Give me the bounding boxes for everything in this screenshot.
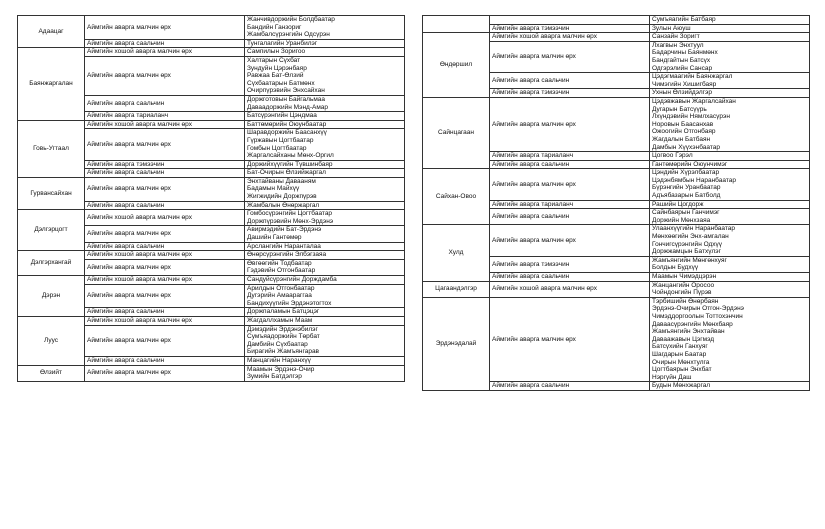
region-cell: Луус <box>18 316 85 365</box>
region-cell: Дэлгэрхангай <box>18 251 85 276</box>
recipient-name: Арслангийн Наранталаа <box>247 242 321 250</box>
award-category-cell: Аймгийн аварга саальчин <box>85 39 245 48</box>
award-category-cell: Аймгийн аварга малчин өрх <box>85 56 245 95</box>
table-row <box>18 210 405 226</box>
award-category-cell: Аймгийн аварга саальчин <box>85 242 245 251</box>
table-row <box>18 120 405 129</box>
award-category-cell: Аймгийн аварга тариаланч <box>490 152 650 161</box>
recipient-name: Маамын Чимэдцэрэн <box>652 273 717 280</box>
region-cell: Цагаандэлгэр <box>423 281 490 297</box>
award-category-cell: Аймгийн хошой аварга малчин өрх <box>85 120 245 129</box>
table-row <box>18 276 405 285</box>
award-category-cell: Аймгийн аварга саальчин <box>85 308 245 317</box>
award-category-cell: Аймгийн аварга малчин өрх <box>85 284 245 308</box>
award-category-cell: Аймгийн аварга малчин өрх <box>490 169 650 200</box>
recipient-name: Равжаа Бат-Өлзий <box>247 72 304 80</box>
award-category-cell: Аймгийн хошой аварга малчин өрх <box>85 251 245 260</box>
award-category-cell: Аймгийн аварга малчин өрх <box>85 226 245 242</box>
recipient-name: Жанцангийн Оросоо <box>652 281 715 289</box>
award-category-cell: Аймгийн аварга малчин өрх <box>85 177 245 201</box>
region-cell: Эрдэнэдалай <box>423 297 490 390</box>
recipients-cell <box>245 177 405 201</box>
recipient-name: Бирагийн Жамъянгарав <box>247 348 320 356</box>
recipient-name: Шагдарын Баатар <box>652 350 707 358</box>
recipients-cell <box>245 365 405 381</box>
awards-table-right <box>422 15 810 391</box>
region-cell: Өлзийт <box>18 365 85 381</box>
recipient-name: Шаравдоржийн Баасанхүү <box>247 129 327 137</box>
recipients-cell <box>650 16 810 25</box>
award-category-cell: Аймгийн аварга саальчин <box>490 273 650 282</box>
region-cell: Адаацаг <box>18 16 85 48</box>
award-category-cell: Аймгийн аварга тэмээчин <box>490 24 650 33</box>
recipient-name: Жигжидийн Доржпүрэв <box>247 193 317 201</box>
recipient-name: Очирын Мөнхтулга <box>652 358 710 366</box>
recipient-name: Тэрбишийн Өнөрбаян <box>652 297 719 305</box>
recipients-cell <box>245 210 405 226</box>
region-cell: Өндөршил <box>423 33 490 98</box>
recipient-name: Гончигсүрэнгийн Одхүү <box>652 240 723 248</box>
table-row <box>423 97 810 151</box>
recipients-cell <box>245 56 405 95</box>
recipient-name: Сайнбаярын Ганчимэг <box>652 209 720 217</box>
table-row <box>18 316 405 325</box>
recipients-cell <box>245 129 405 160</box>
award-category-cell: Аймгийн аварга саальчин <box>85 201 245 210</box>
award-category-cell: Аймгийн аварга малчин өрх <box>85 129 245 160</box>
recipient-name: Гүржавын Цогтбаатар <box>247 136 314 144</box>
recipient-name: Сумъяагийн Батбаяр <box>652 16 716 23</box>
award-category-cell: Аймгийн аварга тариаланч <box>85 112 245 121</box>
recipient-name: Чимэддоргоолын Тоттохэнчин <box>652 312 743 320</box>
recipients-cell <box>650 41 810 72</box>
recipient-name: Чимэгийн Хишигбаяр <box>652 80 717 88</box>
recipient-name: Дугэрийн Амаараггаа <box>247 292 312 300</box>
recipient-name: Одгэрэлийн Сансар <box>652 64 713 72</box>
recipient-name: Жамъянгийн Энхтайван <box>652 328 725 336</box>
recipient-name: Дашийн Гантөмөр <box>247 234 302 242</box>
recipient-name: Сумъяадоржийн Төрбат <box>247 333 320 341</box>
recipients-cell <box>650 160 810 169</box>
recipient-name: Улаанхүүгийн Наранбаатар <box>652 225 736 233</box>
table-row <box>423 33 810 42</box>
recipients-cell <box>245 259 405 275</box>
award-category-cell: Аймгийн аварга саальчин <box>85 356 245 365</box>
recipient-name: Сандуйсүрэнгийн Дорждамба <box>247 276 337 283</box>
recipient-name: Рашийн Цогдорж <box>652 200 704 208</box>
recipient-name: Авирмэдийн Бат-Эрдэнэ <box>247 226 322 234</box>
recipients-cell <box>650 273 810 282</box>
recipient-name: Норовын Баасанхав <box>652 120 714 128</box>
recipient-name: Зумийн Батдэлгэр <box>247 373 302 381</box>
recipient-name: Доржжамцын Батхүлэг <box>652 248 721 256</box>
recipient-name: Цэдэгмаагийн Баянжаргал <box>652 73 733 81</box>
recipients-cell <box>245 242 405 251</box>
recipients-cell <box>650 89 810 98</box>
recipient-name: Жанчивдоржийн Болдбаатар <box>247 16 335 23</box>
awards-table-left <box>17 15 405 382</box>
recipients-cell <box>650 281 810 297</box>
recipient-name: Жагдалын Батбаян <box>652 135 711 143</box>
recipients-cell <box>650 169 810 200</box>
recipients-cell <box>650 33 810 42</box>
recipient-name: Будын Мөнхжаргал <box>652 382 711 390</box>
award-category-cell: Аймгийн аварга малчин өрх <box>85 16 245 40</box>
region-cell: Хулд <box>423 225 490 281</box>
recipient-name: Баттөмөрийн Оюунбаатар <box>247 120 327 128</box>
table-row <box>18 251 405 260</box>
recipients-cell <box>245 95 405 111</box>
recipient-name: Доржийхүүгийн Түвшинбаяр <box>247 160 333 168</box>
recipient-name: Даваадоржийн Мэнд-Амар <box>247 103 329 111</box>
recipients-cell <box>245 308 405 317</box>
award-category-cell: Аймгийн аварга малчин өрх <box>490 297 650 382</box>
recipients-cell <box>245 48 405 57</box>
recipient-name: Бүрэнгийн Уранбаатар <box>652 184 721 192</box>
award-category-cell: Аймгийн аварга малчин өрх <box>85 365 245 381</box>
recipient-name: Цэндийн Хүрэлбаатар <box>652 169 720 177</box>
table-row <box>18 177 405 201</box>
recipient-name: Очирпүрэвийн Энхсайхан <box>247 87 325 95</box>
recipient-name: Лхүндэвийн Нямлхасүрэн <box>652 113 730 121</box>
award-category-cell: Аймгийн аварга малчин өрх <box>490 97 650 151</box>
recipient-name: Гэдэвийн Отгонбаатар <box>247 267 316 275</box>
recipient-name: Жаргалсайханы Мөнх-Оргил <box>247 152 334 160</box>
recipient-name: Арилдын Отгонбаатар <box>247 284 315 292</box>
recipient-name: Нэргүйн Даш <box>652 373 692 381</box>
recipient-name: Бандгайтын Батсүх <box>652 56 711 64</box>
recipients-cell <box>650 73 810 89</box>
recipient-name: Зундуйн Цэрэнбаяр <box>247 64 307 72</box>
recipient-name: Болдын Будхүү <box>652 264 699 272</box>
recipients-cell <box>245 201 405 210</box>
table-row <box>423 297 810 382</box>
recipients-cell <box>245 251 405 260</box>
recipient-name: Адъябазарын Батболд <box>652 192 721 200</box>
recipient-name: Бандийн Ганзориг <box>247 23 302 31</box>
award-category-cell: Аймгийн аварга малчин өрх <box>85 259 245 275</box>
recipient-name: Энхтайваны Давааням <box>247 177 316 185</box>
recipient-name: Жагдаллхамын Маам <box>247 316 313 324</box>
award-category-cell: Аймгийн аварга саальчин <box>85 169 245 178</box>
recipient-name: Жамбалын Өнөржаргал <box>247 201 320 209</box>
award-category-cell: Аймгийн хошой аварга малчин өрх <box>85 316 245 325</box>
award-category-cell: Аймгийн хошой аварга малчин өрх <box>490 281 650 297</box>
region-cell: Сайнцагаан <box>423 97 490 168</box>
table-row <box>423 169 810 200</box>
recipients-cell <box>650 152 810 161</box>
recipient-name: Сампилын Зоригоо <box>247 48 306 56</box>
award-category-cell: Аймгийн хошой аварга малчин өрх <box>85 210 245 226</box>
recipients-cell <box>245 39 405 48</box>
recipients-cell <box>245 325 405 356</box>
region-cell: Баянжаргалан <box>18 48 85 120</box>
recipient-name: Санзайн Зоригт <box>652 33 700 41</box>
award-category-cell <box>490 16 650 25</box>
recipients-cell <box>245 284 405 308</box>
award-category-cell: Аймгийн аварга малчин өрх <box>490 225 650 256</box>
recipient-name: Цэдэвжавын Жаргалсайхан <box>652 97 736 105</box>
recipient-name: Мөнхөөгийн Энх-амгалан <box>652 233 729 241</box>
recipient-name: Гантөмөрийн Оюунчимэг <box>652 160 728 168</box>
region-cell: Сайхан-Овоо <box>423 169 490 225</box>
recipient-name: Өнөрсүрэнгийн Элбэгзаяа <box>247 251 327 259</box>
recipient-name: Өвгөөгийн Тодбаатар <box>247 259 312 267</box>
recipient-name: Маамын Эрдэнэ-Очир <box>247 365 315 373</box>
award-category-cell: Аймгийн аварга саальчин <box>85 95 245 111</box>
table-row <box>423 16 810 25</box>
recipients-cell <box>650 209 810 225</box>
recipients-cell <box>650 24 810 33</box>
award-category-cell: Аймгийн хошой аварга малчин өрх <box>85 276 245 285</box>
award-category-cell: Аймгийн аварга тэмээчин <box>85 160 245 169</box>
recipients-cell <box>245 226 405 242</box>
recipient-name: Гомбын Цогтбаатар <box>247 144 307 152</box>
region-cell: Говь-Угтаал <box>18 120 85 177</box>
recipient-name: Ожоогийн Отгонбаяр <box>652 128 716 136</box>
recipients-cell <box>245 356 405 365</box>
award-category-cell: Аймгийн аварга тариаланч <box>490 200 650 209</box>
recipients-cell <box>650 382 810 391</box>
recipients-cell <box>245 112 405 121</box>
region-cell <box>423 16 490 33</box>
recipient-name: Чойндонгийн Пүрэв <box>652 289 712 297</box>
recipient-name: Зулын Аюуш <box>652 24 691 32</box>
recipient-name: Дэмэдийн Эрдэнэбилэг <box>247 325 318 333</box>
award-category-cell: Аймгийн аварга саальчин <box>490 209 650 225</box>
recipient-name: Бат-Очирын Өлзийжаргал <box>247 169 326 177</box>
awards-table-right-body <box>423 16 810 391</box>
recipients-cell <box>245 169 405 178</box>
region-cell: Дэлгэрцогт <box>18 210 85 251</box>
table-row <box>18 16 405 40</box>
recipient-name: Халтарын Сүхбат <box>247 56 301 64</box>
recipient-name: Цэдэнбямбын Наранбаатар <box>652 176 736 184</box>
award-category-cell: Аймгийн аварга тэмээчин <box>490 256 650 272</box>
award-category-cell: Аймгийн хошой аварга малчин өрх <box>85 48 245 57</box>
region-cell: Гурвансайхан <box>18 177 85 209</box>
recipients-cell <box>245 120 405 129</box>
recipients-cell <box>650 256 810 272</box>
recipients-cell <box>650 97 810 151</box>
recipient-name: Дугарын Батсүүрь <box>652 105 707 113</box>
recipient-name: Батсүрэнгийн Цэндмаа <box>247 112 317 120</box>
recipient-name: Доржпүрэвийн Мөнх-Эрдэнэ <box>247 217 334 225</box>
award-category-cell: Аймгийн аварга малчин өрх <box>490 41 650 72</box>
table-row <box>18 48 405 57</box>
recipient-name: Батсүхийн Ганхуяг <box>652 343 708 351</box>
table-row <box>423 281 810 297</box>
recipient-name: Тунгалагийн Уранбилэг <box>247 39 318 47</box>
recipients-cell <box>650 200 810 209</box>
recipient-name: Дамбийн Сүхбаатар <box>247 340 308 348</box>
recipient-name: Лхагвын Энхтуул <box>652 41 704 49</box>
recipients-cell <box>245 16 405 40</box>
recipient-name: Ухнын Өлзийдэлгэр <box>652 89 712 97</box>
recipient-name: Бадамын Майхүү <box>247 185 300 193</box>
award-category-cell: Аймгийн аварга тэмээчин <box>490 89 650 98</box>
recipient-name: Доржготовын Байгальмаа <box>247 95 326 103</box>
table-row <box>423 225 810 256</box>
recipient-name: Эрдэнэ-Очирын Отгон-Эрдэнэ <box>652 305 745 313</box>
recipient-name: Жамбалсүрэнгийн Одсүрэн <box>247 31 330 39</box>
region-cell: Дэрэн <box>18 276 85 317</box>
recipient-name: Сүхбаатарын Батмөнх <box>247 79 315 87</box>
recipient-name: Манцагийн Наранхүү <box>247 356 311 364</box>
recipient-name: Даваасүрэнгийн Мөнхбаяр <box>652 320 733 328</box>
recipient-name: Жамъянгийн Мөнгөнхуяг <box>652 256 727 264</box>
award-category-cell: Аймгийн аварга саальчин <box>490 73 650 89</box>
recipients-cell <box>245 160 405 169</box>
recipient-name: Даваажавын Цэгмэд <box>652 335 715 343</box>
award-category-cell: Аймгийн хошой аварга малчин өрх <box>490 33 650 42</box>
recipient-name: Доржпаламын Батцэцэг <box>247 308 320 316</box>
recipient-name: Цогвоо Гэрэл <box>652 152 693 160</box>
recipients-cell <box>650 297 810 382</box>
recipient-name: Гомбосүрэнгийн Цогтбаатар <box>247 210 333 218</box>
recipients-cell <box>650 225 810 256</box>
recipient-name: Бадарчины Баянмөнх <box>652 49 718 57</box>
recipient-name: Дамбын Хүүхэнбаатар <box>652 143 720 151</box>
recipients-cell <box>245 316 405 325</box>
recipient-name: Бандихүүгийн Эрдэнэтогтох <box>247 299 332 307</box>
recipient-name: Доржийн Мөнхзаяа <box>652 216 711 224</box>
recipient-name: Цогтбаярын Энхбат <box>652 366 712 374</box>
award-category-cell: Аймгийн аварга саальчин <box>490 160 650 169</box>
award-category-cell: Аймгийн аварга саальчин <box>490 382 650 391</box>
recipients-cell <box>245 276 405 285</box>
award-category-cell: Аймгийн аварга малчин өрх <box>85 325 245 356</box>
table-row <box>18 365 405 381</box>
awards-table-left-body <box>18 16 405 382</box>
